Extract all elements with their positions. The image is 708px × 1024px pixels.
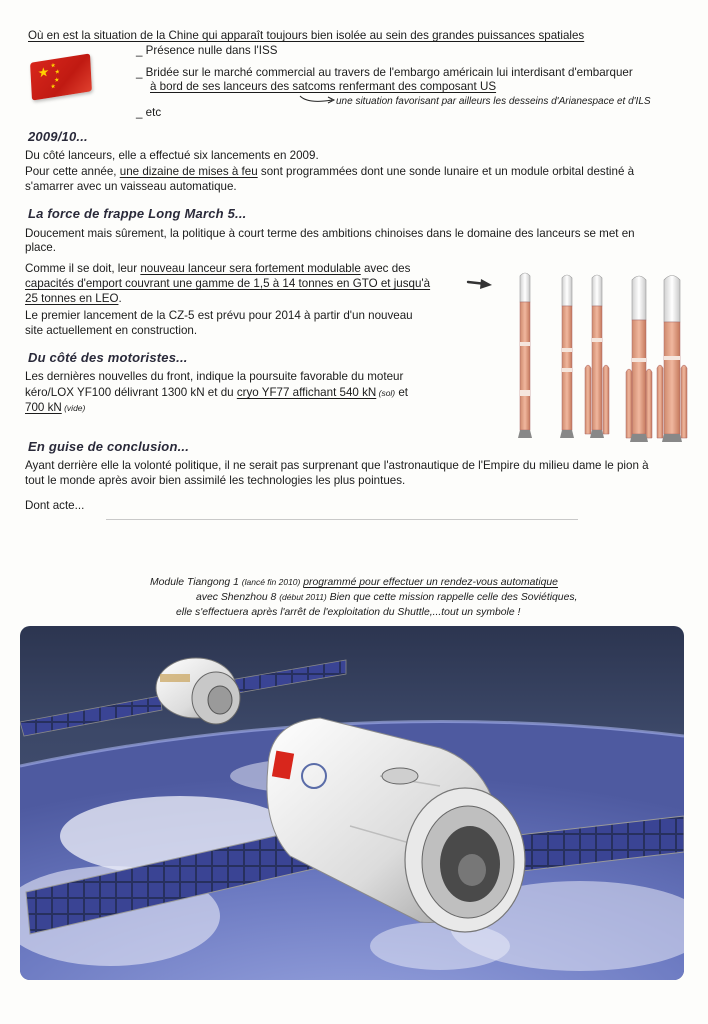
separator-line (106, 519, 578, 520)
cz5-rocket-family-illustration (508, 272, 693, 444)
heading-conclusion: En guise de conclusion... (28, 439, 190, 454)
right-arrow-icon (466, 276, 496, 292)
rocket-heavy (626, 276, 652, 442)
paragraph-2009-line: Pour cette année, une dizaine de mises à feu sont programmées dont une sonde lunaire et un module orbital destiné à (25, 165, 635, 178)
bullet-iss: _ Présence nulle dans l'ISS (136, 44, 278, 57)
bullet-note: une situation favorisant par ailleurs les desseins d'Arianespace et d'ILS (336, 96, 651, 107)
intro-text: Où en est la situation de la Chine qui apparaît toujours bien isolée au sein des grandes puissances spatiales (28, 29, 585, 42)
china-flag-icon: ★ ★ ★ ★ ★ (30, 53, 92, 100)
caption-line: avec Shenzhou 8 (début 2011) Bien que cette mission rappelle celle des Soviétiques, (196, 592, 578, 603)
paragraph-lm5-line: place. (25, 241, 56, 254)
bullet-etc: _ etc (136, 106, 162, 119)
bullet-embargo: _ Bridée sur le marché commercial au travers de l'embargo américain lui interdisant d'embarquer (136, 66, 633, 79)
paragraph-motor-line: Les dernières nouvelles du front, indique la poursuite favorable du moteur (25, 370, 404, 383)
paragraph-conclusion-line: tout le monde après avoir bien assimilé les technologies les plus pointues. (25, 474, 406, 487)
heading-motoristes: Du côté des motoristes... (28, 350, 188, 365)
paragraph-lm5-line: Le premier lancement de la CZ-5 est prévu pour 2014 à partir d'un nouveau (25, 309, 413, 322)
paragraph-lm5-line: Comme il se doit, leur nouveau lanceur sera fortement modulable avec des (25, 262, 411, 275)
caption-line: Module Tiangong 1 (lancé fin 2010) programmé pour effectuer un rendez-vous automatique (150, 577, 558, 588)
paragraph-conclusion-line: Ayant derrière elle la volonté politique, il ne serait pas surprenant que l'astronautique de l'Empire du milieu dame le pion à (25, 459, 649, 472)
caption-line: elle s'effectuera après l'arrêt de l'exploitation du Shuttle,...tout un symbole ! (176, 607, 521, 618)
paragraph-lm5-line: capacités d'emport couvrant une gamme de 1,5 à 14 tonnes en GTO et jusqu'à (25, 277, 431, 290)
heading-2009: 2009/10... (28, 129, 88, 144)
note-arrow-icon (298, 94, 338, 106)
paragraph-2009-line: s'amarrer avec un vaisseau automatique. (25, 180, 237, 193)
bullet-embargo-cont: à bord de ses lanceurs des satcoms renfermant des composant US (150, 80, 497, 93)
paragraph-2009-line: Du côté lanceurs, elle a effectué six lancements en 2009. (25, 149, 319, 162)
tiangong-spacecraft-image (20, 626, 684, 980)
rocket-small (518, 273, 532, 438)
heading-long-march: La force de frappe Long March 5... (28, 206, 247, 221)
paragraph-lm5-line: 25 tonnes en LEO. (25, 292, 122, 305)
rocket-heavy-large (657, 276, 687, 443)
sign-off: Dont acte... (25, 499, 85, 512)
rocket-medium (560, 275, 574, 438)
paragraph-lm5-line: Doucement mais sûrement, la politique à court terme des ambitions chinoises dans le domaine des lanceurs se met en (25, 227, 635, 240)
paragraph-lm5-line: site actuellement en construction. (25, 324, 198, 337)
rocket-with-boosters (585, 275, 609, 438)
paragraph-motor-line: 700 kN (vide) (25, 401, 86, 414)
paragraph-motor-line: kéro/LOX YF100 délivrant 1300 kN et du cryo YF77 affichant 540 kN (sol) et (25, 386, 409, 399)
intro-line (28, 29, 584, 43)
